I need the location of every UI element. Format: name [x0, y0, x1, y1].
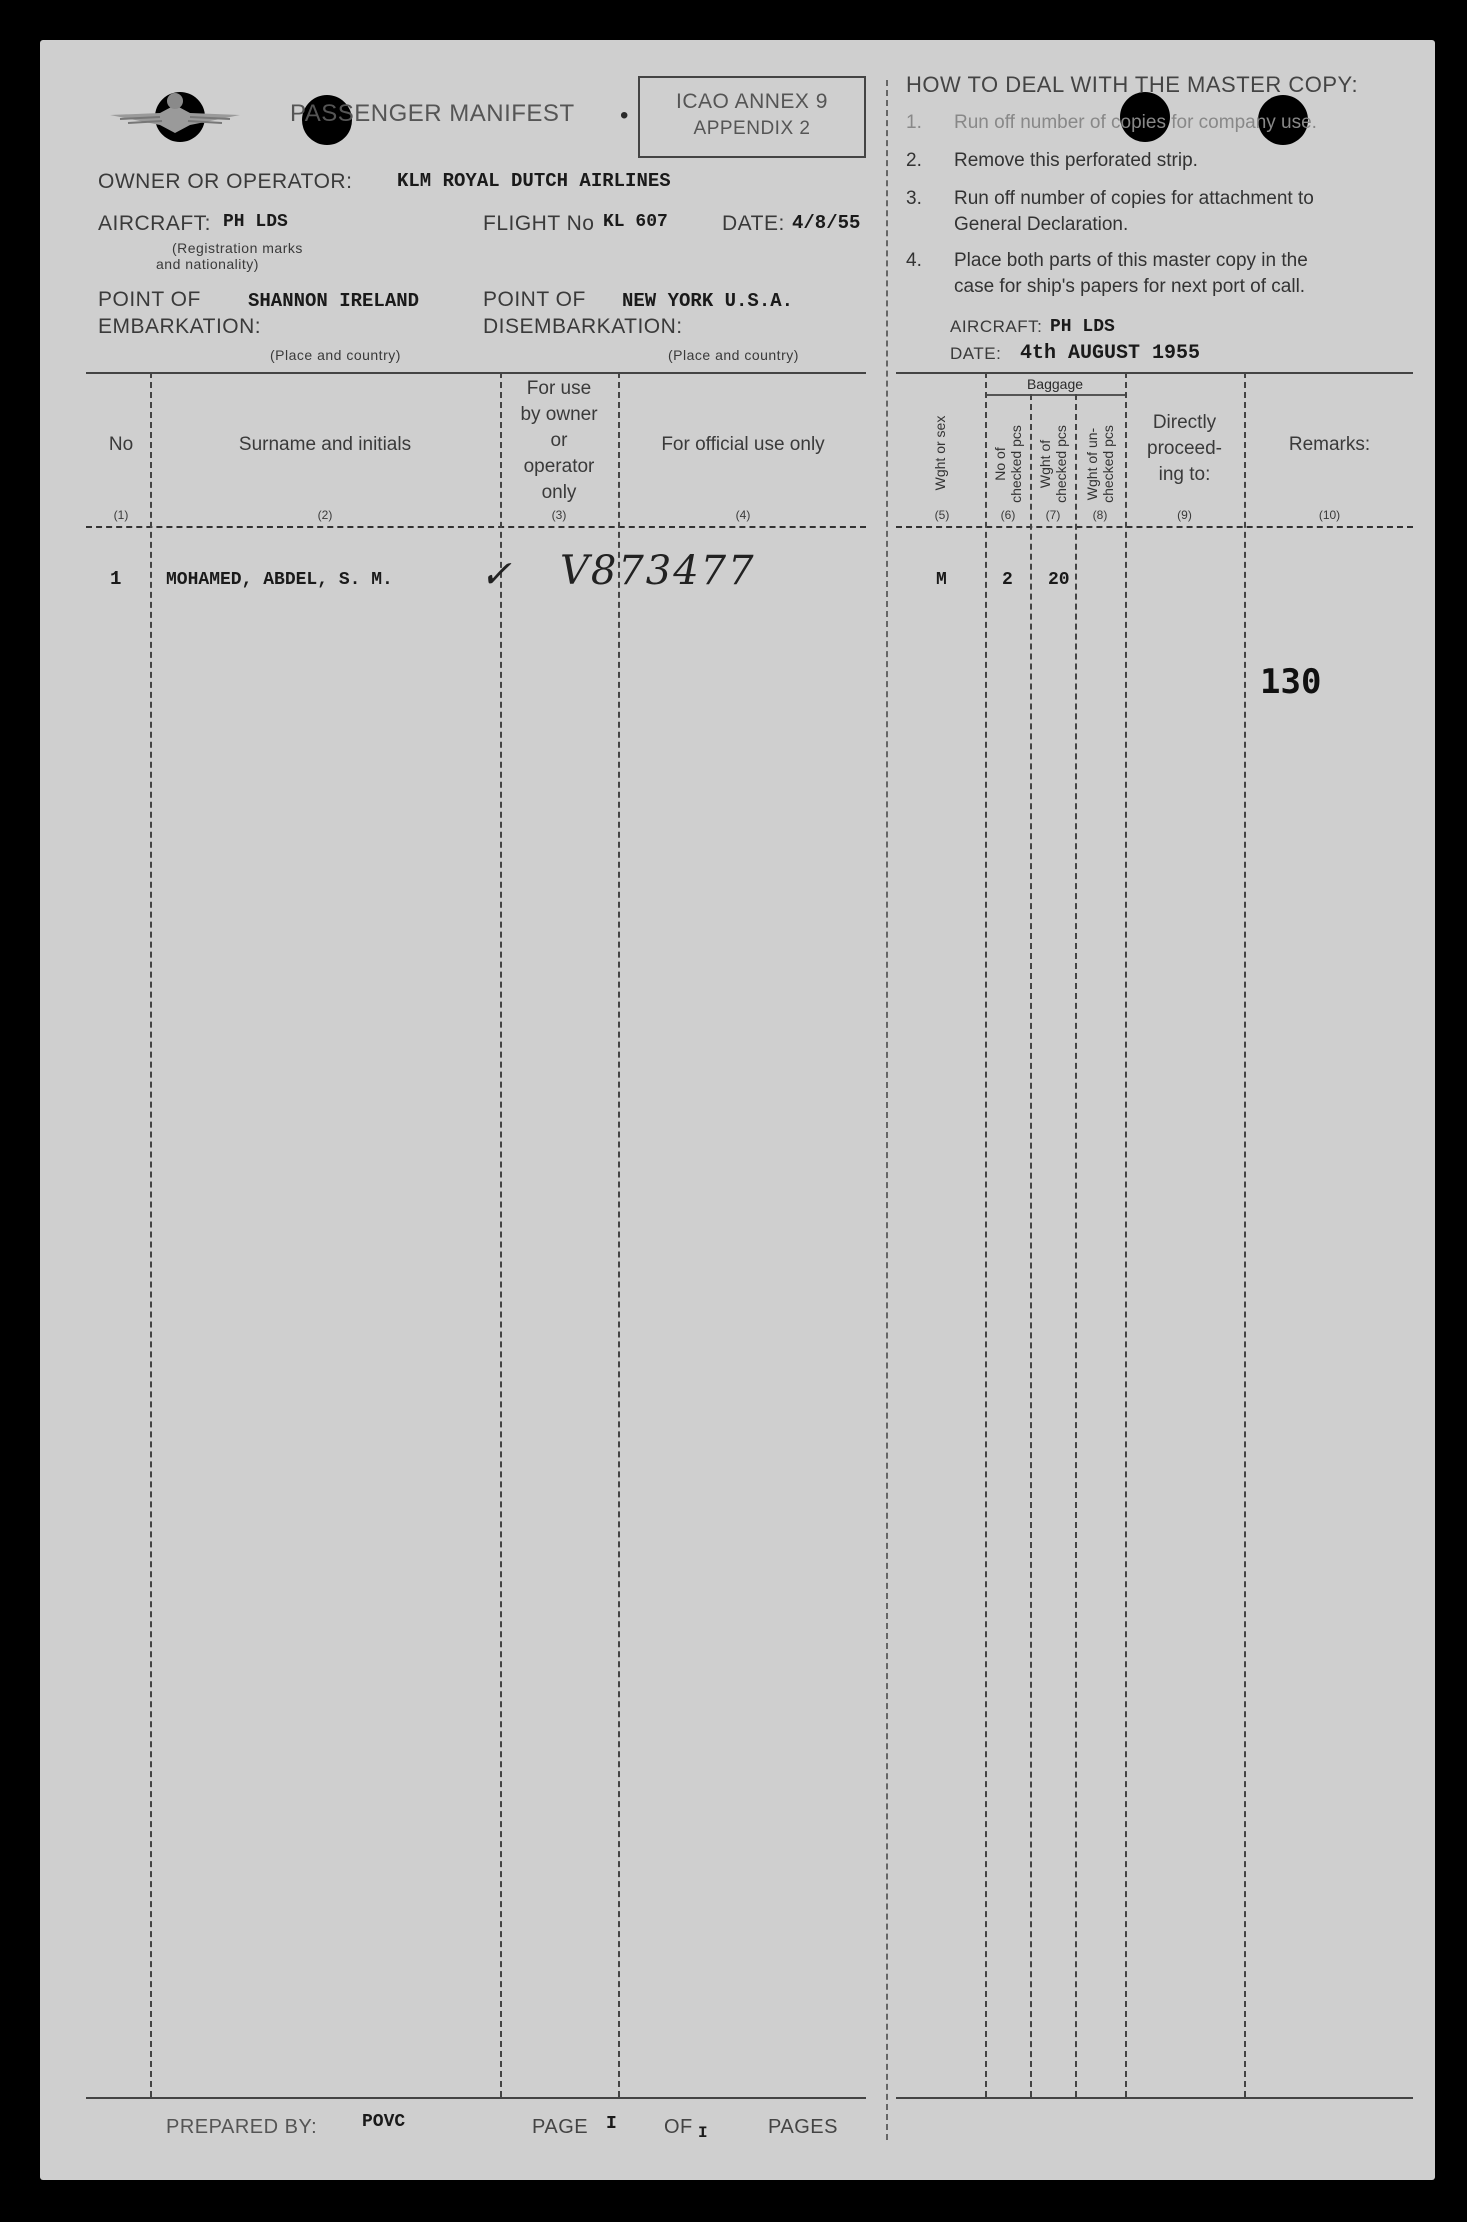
col-num-1: (1)	[113, 508, 129, 522]
col-header-checked-pcs: No of checked pcs	[992, 425, 1024, 503]
of-value: I	[698, 2124, 708, 2142]
col-header-checked-wght: Wght of checked pcs	[1037, 425, 1069, 503]
disembark-note: (Place and country)	[668, 347, 799, 363]
disembark-value: NEW YORK U.S.A.	[622, 290, 794, 312]
col-header-official: For official use only	[661, 434, 825, 455]
row-1-checked-wght: 20	[1048, 570, 1070, 590]
col-num-8: (8)	[1092, 508, 1108, 522]
instr-date-label: DATE:	[950, 344, 1002, 363]
col-header-unchecked-wght: Wght of un- checked pcs	[1084, 425, 1116, 503]
col-header-weight-sex: Wght or sex	[932, 415, 948, 491]
flight-value: KL 607	[603, 212, 668, 232]
table-bottom-rule-left	[86, 2097, 866, 2099]
row-1-no: 1	[110, 568, 122, 590]
page-label: PAGE	[532, 2116, 589, 2138]
baggage-header: Baggage	[1026, 376, 1084, 392]
instruction-3: 3. Run off number of copies for attachment to General Declaration.	[906, 188, 1314, 235]
table-top-rule-left	[86, 372, 866, 374]
row-1-owner-check: ✓	[480, 552, 512, 596]
col-line-5	[985, 372, 987, 2097]
row-1-name: MOHAMED, ABDEL, S. M.	[166, 570, 393, 590]
klm-wings-logo	[100, 85, 250, 155]
row-1-sex: M	[936, 570, 947, 590]
owner-value: KLM ROYAL DUTCH AIRLINES	[397, 170, 671, 192]
icao-annex-line2: APPENDIX 2	[693, 118, 811, 139]
aircraft-value: PH LDS	[223, 212, 288, 232]
disembark-label-2: DISEMBARKATION:	[483, 315, 683, 338]
icao-annex-box	[638, 76, 866, 158]
instr-aircraft-value: PH LDS	[1050, 317, 1115, 337]
col-line-6	[1030, 394, 1032, 2097]
owner-label: OWNER OR OPERATOR:	[98, 170, 353, 193]
col-num-2: (2)	[317, 508, 333, 522]
col-num-3: (3)	[551, 508, 567, 522]
col-num-4: (4)	[735, 508, 751, 522]
table-bottom-rule-right	[896, 2097, 1413, 2099]
col-num-6: (6)	[1000, 508, 1016, 522]
embark-label-1: POINT OF	[98, 288, 201, 311]
page-value: I	[606, 2114, 617, 2134]
col-header-owner-use: For use by owner or operator only	[520, 378, 598, 503]
flight-label: FLIGHT No	[483, 212, 595, 235]
prepared-by-value: POVC	[362, 2112, 406, 2132]
col-line-2	[500, 372, 502, 2097]
instruction-2: 2. Remove this perforated strip.	[906, 150, 1198, 171]
of-label: OF	[664, 2116, 693, 2138]
prepared-by-label: PREPARED BY:	[166, 2116, 318, 2138]
registration-note-1: (Registration marks	[172, 240, 303, 256]
col-line-1	[150, 372, 152, 2097]
pages-label: PAGES	[768, 2116, 838, 2138]
table-head-rule-right	[896, 526, 1413, 528]
baggage-rule	[985, 394, 1125, 396]
manifest-title: PASSENGER MANIFEST	[290, 100, 575, 127]
col-header-no: No	[108, 434, 134, 455]
aircraft-label: AIRCRAFT:	[98, 212, 212, 235]
title-dot: •	[620, 102, 629, 129]
perforation-line	[886, 80, 888, 2140]
instruction-4: 4. Place both parts of this master copy in the case for ship's papers for next port of call.	[906, 250, 1308, 297]
col-num-5: (5)	[934, 508, 950, 522]
table-head-rule-left	[86, 526, 866, 528]
col-num-7: (7)	[1045, 508, 1061, 522]
col-line-8	[1125, 372, 1127, 2097]
col-line-9	[1244, 372, 1246, 2097]
row-1-official: V873477	[560, 548, 756, 594]
embark-label-2: EMBARKATION:	[98, 315, 262, 338]
instruction-1: 1. Run off number of copies for company use.	[906, 112, 1317, 133]
instructions-title: HOW TO DEAL WITH THE MASTER COPY:	[906, 72, 1359, 97]
col-num-9: (9)	[1177, 508, 1192, 522]
row-1-checked-pcs: 2	[1002, 570, 1013, 590]
instr-date-value: 4th AUGUST 1955	[1020, 342, 1201, 365]
embark-value: SHANNON IRELAND	[248, 290, 420, 312]
col-header-directly: Directly proceed- ing to:	[1147, 412, 1222, 485]
registration-note-2: and nationality)	[156, 256, 259, 272]
instr-aircraft-label: AIRCRAFT:	[950, 317, 1043, 336]
col-line-3	[618, 372, 620, 2097]
embark-note: (Place and country)	[270, 347, 401, 363]
icao-annex-line1: ICAO ANNEX 9	[676, 90, 828, 113]
date-value: 4/8/55	[792, 212, 861, 234]
col-header-surname: Surname and initials	[238, 434, 412, 455]
table-top-rule-right	[896, 372, 1413, 374]
date-label: DATE:	[722, 212, 785, 235]
col-header-remarks: Remarks:	[1288, 434, 1371, 455]
stamp-number: 130	[1260, 662, 1322, 702]
manifest-page	[40, 40, 1435, 2180]
col-num-10: (10)	[1318, 508, 1341, 522]
col-line-7	[1075, 394, 1077, 2097]
disembark-label-1: POINT OF	[483, 288, 586, 311]
